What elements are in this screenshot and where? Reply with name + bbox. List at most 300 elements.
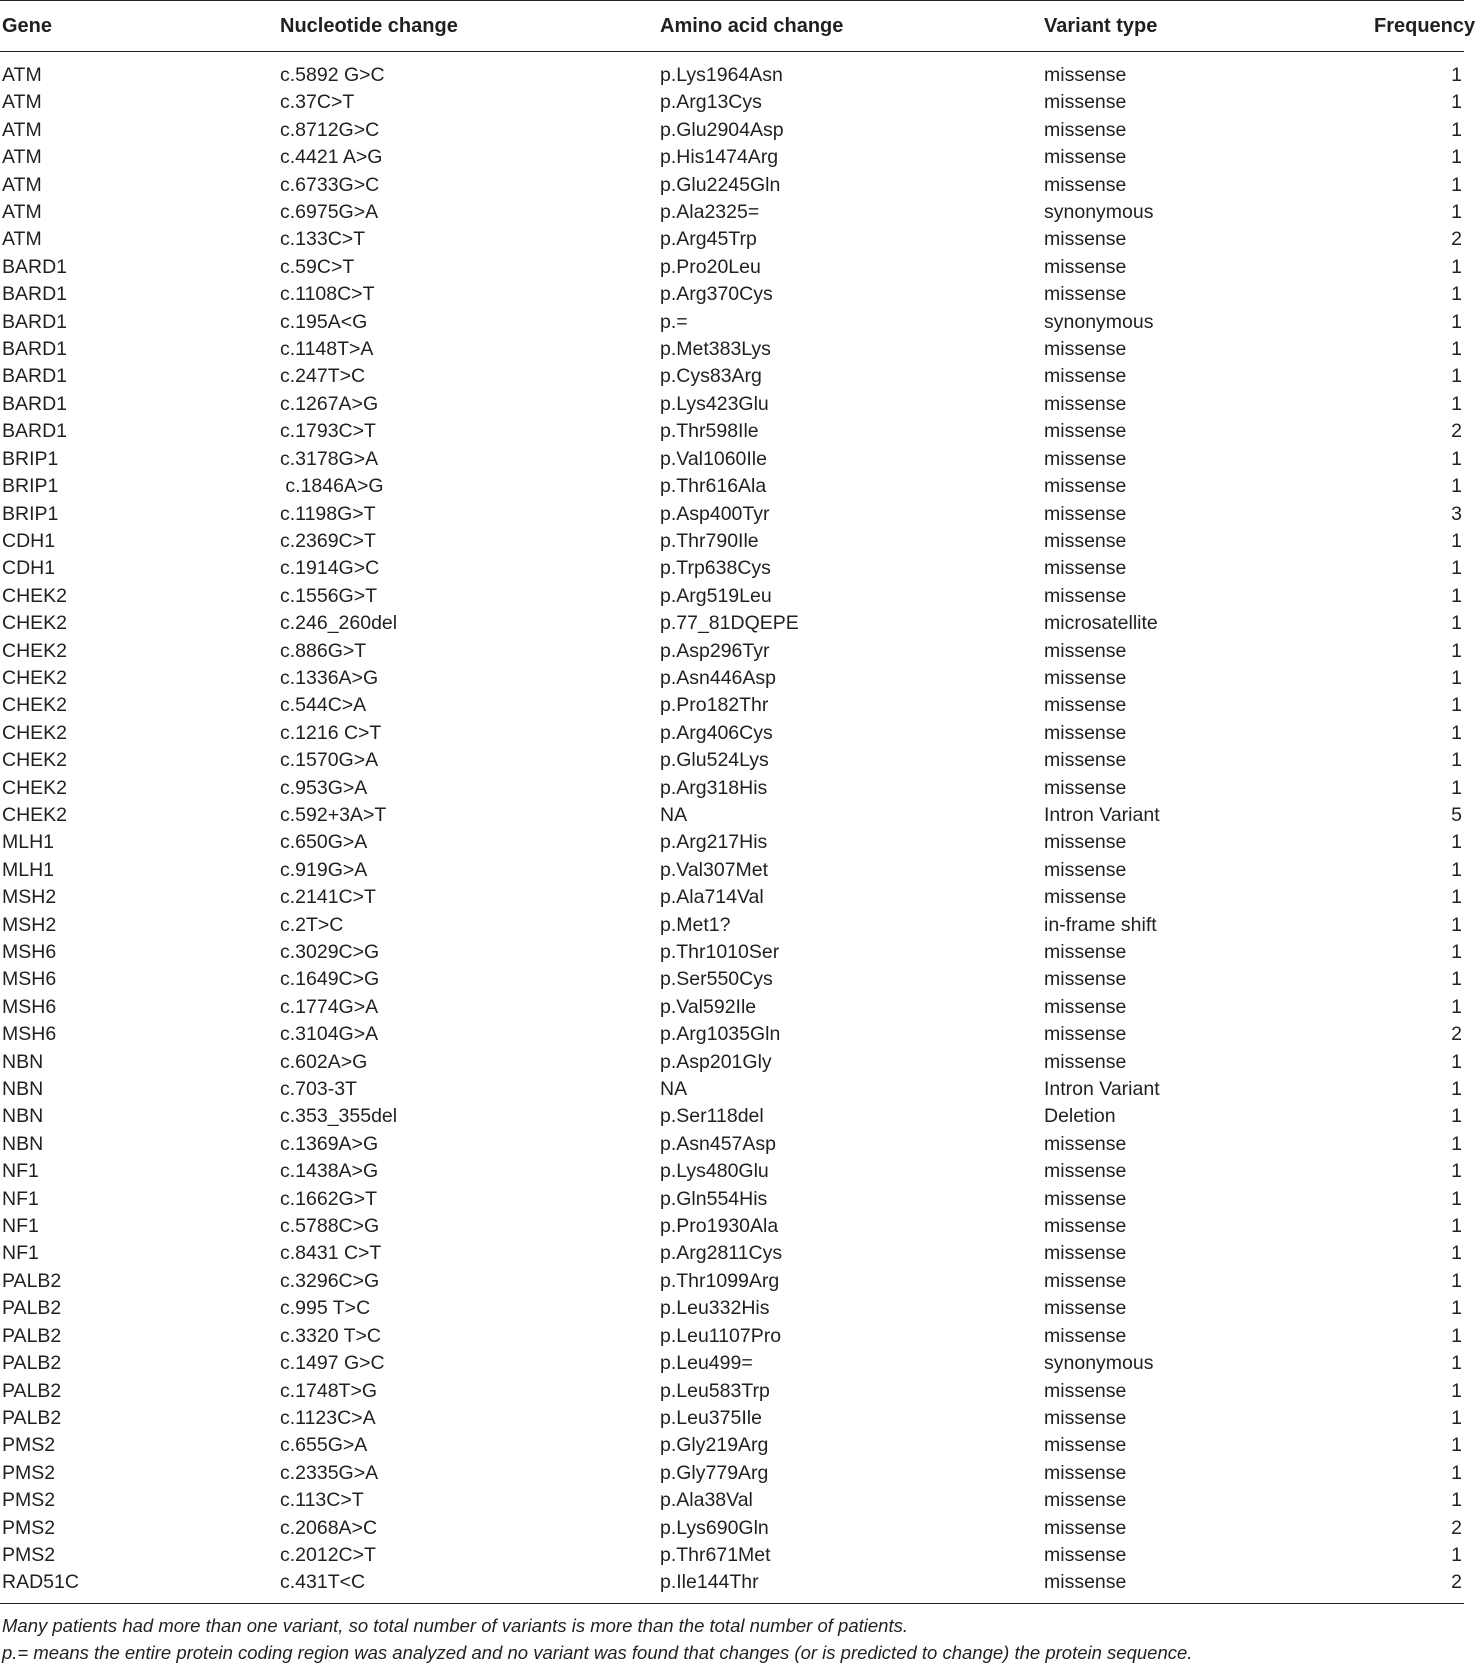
- cell-gene: PMS2: [2, 1434, 56, 1457]
- cell-variant-type: missense: [1044, 858, 1127, 881]
- cell-gene: MLH1: [2, 858, 55, 881]
- footnote-2: p.= means the entire protein coding region was analyzed and no variant was found that changes (or is predicted to change) the protein sequence.: [2, 1641, 1193, 1663]
- cell-nucleotide-change: c.3029C>G: [280, 941, 380, 963]
- cell-variant-type: missense: [1044, 1160, 1127, 1183]
- cell-amino-acid-change: p.Cys83Arg: [660, 365, 762, 388]
- cell-amino-acid-change: p.Asn446Asp: [660, 666, 777, 689]
- cell-nucleotide-change: c.1216 C>T: [280, 721, 382, 744]
- cell-gene: CHEK2: [2, 776, 68, 799]
- table-row: [0, 1515, 1464, 1542]
- cell-amino-acid-change: p.Lys690Gln: [660, 1516, 769, 1539]
- cell-variant-type: missense: [1044, 1215, 1127, 1238]
- cell-variant-type: missense: [1044, 666, 1127, 689]
- cell-gene: CHEK2: [2, 612, 68, 635]
- cell-nucleotide-change: c.655G>A: [280, 1434, 368, 1457]
- cell-gene: BARD1: [2, 283, 68, 306]
- table-row: [0, 720, 1464, 747]
- cell-nucleotide-change: c.8712G>C: [280, 118, 380, 141]
- table-row: [0, 1021, 1464, 1048]
- cell-gene: NBN: [2, 1105, 44, 1128]
- table-row: [0, 418, 1464, 445]
- cell-nucleotide-change: c.3178G>A: [280, 447, 379, 470]
- cell-frequency: 1: [1451, 557, 1462, 580]
- cell-frequency: 1: [1451, 1105, 1462, 1128]
- cell-frequency: 1: [1451, 365, 1462, 388]
- table-row: [0, 829, 1464, 856]
- cell-amino-acid-change: p.Val307Met: [660, 858, 769, 881]
- cell-nucleotide-change: c.1556G>T: [280, 584, 378, 607]
- cell-variant-type: Deletion: [1044, 1105, 1116, 1128]
- table-row: [0, 336, 1464, 363]
- cell-gene: BARD1: [2, 420, 68, 443]
- cell-frequency: 1: [1451, 1489, 1462, 1512]
- cell-nucleotide-change: c.919G>A: [280, 858, 368, 881]
- cell-gene: PMS2: [2, 1489, 56, 1512]
- cell-nucleotide-change: c.592+3A>T: [280, 803, 387, 826]
- cell-amino-acid-change: p.Gly779Arg: [660, 1461, 769, 1484]
- cell-gene: MSH6: [2, 968, 57, 991]
- cell-amino-acid-change: p.Gly219Arg: [660, 1434, 769, 1457]
- table-row: [0, 939, 1464, 966]
- cell-frequency: 1: [1451, 146, 1462, 169]
- table-row: [0, 1350, 1464, 1377]
- cell-amino-acid-change: p.Trp638Cys: [660, 557, 771, 580]
- cell-frequency: 1: [1451, 1324, 1462, 1347]
- cell-gene: NBN: [2, 1078, 44, 1101]
- cell-frequency: 1: [1451, 1352, 1462, 1375]
- cell-gene: BARD1: [2, 392, 68, 415]
- cell-frequency: 1: [1451, 338, 1462, 361]
- cell-nucleotide-change: c.1793C>T: [280, 420, 376, 443]
- table-row: [0, 52, 1464, 90]
- cell-frequency: 1: [1451, 886, 1462, 909]
- cell-gene: PMS2: [2, 1543, 56, 1566]
- cell-nucleotide-change: c.1148T>A: [280, 338, 374, 361]
- cell-gene: BARD1: [2, 338, 68, 361]
- table-row: [0, 226, 1464, 253]
- cell-gene: NBN: [2, 1132, 44, 1155]
- cell-nucleotide-change: c.195A<G: [280, 310, 368, 333]
- cell-amino-acid-change: p.Ser550Cys: [660, 968, 773, 991]
- cell-frequency: 2: [1451, 1516, 1462, 1539]
- cell-nucleotide-change: c.8431 C>T: [280, 1242, 382, 1265]
- table-row: [0, 912, 1464, 939]
- cell-variant-type: missense: [1044, 255, 1127, 278]
- cell-variant-type: missense: [1044, 1132, 1127, 1155]
- cell-frequency: 1: [1451, 283, 1462, 306]
- cell-gene: PALB2: [2, 1269, 62, 1292]
- cell-frequency: 1: [1451, 529, 1462, 552]
- cell-gene: BARD1: [2, 365, 68, 388]
- cell-gene: BRIP1: [2, 502, 59, 525]
- cell-nucleotide-change: c.1267A>G: [280, 392, 379, 415]
- cell-variant-type: missense: [1044, 1489, 1127, 1512]
- cell-amino-acid-change: p.=: [660, 310, 688, 333]
- cell-gene: CHEK2: [2, 639, 68, 662]
- cell-nucleotide-change: c.886G>T: [280, 639, 367, 662]
- table-row: [0, 994, 1464, 1021]
- cell-nucleotide-change: c.3296C>G: [280, 1269, 380, 1292]
- cell-nucleotide-change: c.2T>C: [280, 913, 344, 936]
- table-row: [0, 966, 1464, 993]
- cell-gene: PMS2: [2, 1461, 56, 1484]
- cell-variant-type: missense: [1044, 64, 1127, 86]
- cell-amino-acid-change: p.Thr1099Arg: [660, 1269, 780, 1292]
- cell-amino-acid-change: p.Lys423Glu: [660, 392, 769, 415]
- cell-amino-acid-change: p.Arg1035Gln: [660, 1023, 781, 1046]
- cell-variant-type: missense: [1044, 118, 1127, 141]
- cell-frequency: 1: [1451, 749, 1462, 772]
- table-row: [0, 1049, 1464, 1076]
- cell-variant-type: missense: [1044, 228, 1127, 251]
- cell-amino-acid-change: p.Leu499=: [660, 1352, 753, 1375]
- cell-nucleotide-change: c.2141C>T: [280, 886, 376, 909]
- cell-amino-acid-change: p.Glu2904Asp: [660, 118, 784, 141]
- cell-gene: MSH6: [2, 995, 57, 1018]
- table-row: [0, 1186, 1464, 1213]
- table-row: [0, 1487, 1464, 1514]
- table-row: [0, 775, 1464, 802]
- cell-frequency: 1: [1451, 201, 1462, 224]
- cell-frequency: 1: [1451, 612, 1462, 635]
- table-row: [0, 555, 1464, 582]
- cell-variant-type: in-frame shift: [1044, 913, 1157, 936]
- cell-gene: RAD51C: [0, 1569, 280, 1603]
- cell-frequency: 1: [1451, 475, 1462, 498]
- table-row: [0, 501, 1464, 528]
- cell-gene: CHEK2: [2, 584, 68, 607]
- cell-amino-acid-change: p.Arg519Leu: [660, 584, 772, 607]
- cell-frequency: 1: [1451, 776, 1462, 799]
- header-nucleotide-change: Nucleotide change: [280, 1, 660, 52]
- cell-variant-type: missense: [1044, 694, 1127, 717]
- table-row: [0, 254, 1464, 281]
- cell-amino-acid-change: p.Arg2811Cys: [660, 1242, 783, 1265]
- cell-frequency: 1: [1451, 255, 1462, 278]
- cell-frequency: 1: [1451, 666, 1462, 689]
- cell-nucleotide-change: c.995 T>C: [280, 1297, 371, 1320]
- cell-gene: NF1: [2, 1187, 39, 1210]
- cell-nucleotide-change: c.1438A>G: [280, 1160, 379, 1183]
- cell-gene: PALB2: [2, 1324, 62, 1347]
- table-row: [0, 528, 1464, 555]
- cell-gene: PALB2: [2, 1379, 62, 1402]
- cell-frequency: 1: [1451, 173, 1462, 196]
- cell-frequency: 1: [1451, 995, 1462, 1018]
- cell-nucleotide-change: c.1914G>C: [280, 557, 380, 580]
- cell-variant-type: missense: [1044, 1543, 1127, 1566]
- cell-variant-type: microsatellite: [1044, 612, 1158, 635]
- cell-amino-acid-change: p.Asn457Asp: [660, 1132, 777, 1155]
- cell-nucleotide-change: c.246_260del: [280, 612, 398, 635]
- table-row: [0, 802, 1464, 829]
- cell-variant-type: missense: [1044, 420, 1127, 443]
- cell-variant-type: missense: [1044, 1297, 1127, 1320]
- cell-variant-type: missense: [1044, 1324, 1127, 1347]
- cell-nucleotide-change: c.544C>A: [280, 694, 367, 717]
- cell-gene: CHEK2: [2, 694, 68, 717]
- cell-frequency: 1: [1451, 831, 1462, 854]
- cell-variant-type: Intron Variant: [1044, 803, 1160, 826]
- cell-nucleotide-change: c.2335G>A: [280, 1461, 379, 1484]
- cell-variant-type: missense: [1044, 1379, 1127, 1402]
- cell-gene: BRIP1: [2, 475, 59, 498]
- cell-gene: MSH6: [2, 941, 57, 963]
- cell-variant-type: missense: [1044, 886, 1127, 909]
- cell-amino-acid-change: p.Lys1964Asn: [660, 64, 783, 86]
- cell-gene: PMS2: [2, 1516, 56, 1539]
- cell-gene: ATM: [2, 146, 42, 169]
- cell-gene: NF1: [2, 1215, 39, 1238]
- cell-frequency: 1: [1451, 1242, 1462, 1265]
- cell-nucleotide-change: c.37C>T: [280, 91, 355, 114]
- cell-frequency: 1: [1451, 310, 1462, 333]
- table-row: [0, 1460, 1464, 1487]
- cell-amino-acid-change: p.Met1?: [660, 913, 731, 936]
- table-row: [0, 857, 1464, 884]
- cell-variant-type: missense: [1044, 1242, 1127, 1265]
- cell-nucleotide-change: c.1649C>G: [280, 968, 380, 991]
- table-row: [0, 117, 1464, 144]
- table-row: [0, 1569, 1464, 1603]
- table-row: [0, 638, 1464, 665]
- cell-variant-type: Intron Variant: [1044, 1078, 1160, 1101]
- table-row: [0, 1295, 1464, 1322]
- cell-gene: BARD1: [2, 310, 68, 333]
- cell-amino-acid-change: p.Ala714Val: [660, 886, 764, 909]
- cell-frequency: 1: [1451, 447, 1462, 470]
- cell-variant-type: missense: [1044, 338, 1127, 361]
- table-row: [0, 884, 1464, 911]
- cell-frequency: 2: [1451, 228, 1462, 251]
- cell-amino-acid-change: p.Glu2245Gln: [660, 173, 781, 196]
- table-row: [0, 1158, 1464, 1185]
- cell-nucleotide-change: c.3104G>A: [280, 1023, 379, 1046]
- cell-nucleotide-change: c.2369C>T: [280, 529, 376, 552]
- cell-variant-type: missense: [1044, 91, 1127, 114]
- cell-amino-acid-change: p.Glu524Lys: [660, 749, 769, 772]
- cell-frequency: 2: [1451, 1023, 1462, 1046]
- header-frequency: Frequency: [1374, 1, 1464, 52]
- table-row: [0, 747, 1464, 774]
- cell-amino-acid-change: p.Val1060Ile: [660, 447, 767, 470]
- cell-nucleotide-change: c.650G>A: [280, 831, 368, 854]
- cell-amino-acid-change: p.Leu332His: [660, 1297, 770, 1320]
- header-row: [0, 1, 1464, 52]
- cell-amino-acid-change: NA: [660, 1078, 688, 1101]
- cell-frequency: 1: [1451, 64, 1462, 86]
- cell-gene: CDH1: [2, 557, 56, 580]
- table-row: [0, 1213, 1464, 1240]
- cell-variant-type: missense: [1044, 146, 1127, 169]
- cell-nucleotide-change: c.1846A>G: [280, 475, 384, 498]
- cell-amino-acid-change: p.Thr598Ile: [660, 420, 759, 443]
- cell-nucleotide-change: c.6733G>C: [280, 173, 380, 196]
- table-row: [0, 144, 1464, 171]
- cell-variant-type: missense: [1044, 1434, 1127, 1457]
- cell-variant-type: missense: [1044, 1023, 1127, 1046]
- cell-amino-acid-change: p.Leu375Ile: [660, 1406, 762, 1429]
- cell-gene: ATM: [2, 118, 42, 141]
- cell-variant-type: missense: [1044, 1187, 1127, 1210]
- cell-frequency: 1: [1451, 913, 1462, 936]
- cell-variant-type: missense: [1044, 1461, 1127, 1484]
- cell-frequency: 1: [1451, 1078, 1462, 1101]
- header-amino-acid-change: Amino acid change: [660, 1, 1044, 52]
- cell-nucleotide-change: c.1774G>A: [280, 995, 379, 1018]
- cell-nucleotide-change: c.353_355del: [280, 1105, 398, 1128]
- cell-nucleotide-change: c.431T<C: [280, 1569, 660, 1603]
- cell-frequency: 1: [1451, 1050, 1462, 1073]
- cell-frequency: 1: [1451, 721, 1462, 744]
- cell-amino-acid-change: p.Ile144Thr: [660, 1569, 1044, 1603]
- cell-amino-acid-change: p.Thr790Ile: [660, 529, 759, 552]
- cell-gene: ATM: [2, 91, 42, 114]
- table-row: [0, 1542, 1464, 1569]
- cell-frequency: 1: [1451, 1132, 1462, 1155]
- cell-amino-acid-change: p.Asp201Gly: [660, 1050, 772, 1073]
- cell-amino-acid-change: p.Leu583Trp: [660, 1379, 770, 1402]
- cell-frequency: 1: [1451, 118, 1462, 141]
- cell-gene: BRIP1: [2, 447, 59, 470]
- cell-amino-acid-change: p.Pro182Thr: [660, 694, 769, 717]
- cell-amino-acid-change: p.Asp296Tyr: [660, 639, 770, 662]
- cell-frequency: 5: [1451, 803, 1462, 826]
- cell-gene: NBN: [2, 1050, 44, 1073]
- cell-nucleotide-change: c.1748T>G: [280, 1379, 378, 1402]
- table-row: [0, 1405, 1464, 1432]
- cell-amino-acid-change: p.Thr671Met: [660, 1543, 771, 1566]
- table-footnotes: [0, 1612, 1460, 1666]
- cell-gene: PALB2: [2, 1406, 62, 1429]
- cell-nucleotide-change: c.59C>T: [280, 255, 355, 278]
- cell-variant-type: missense: [1044, 968, 1127, 991]
- cell-frequency: 1: [1451, 968, 1462, 991]
- cell-variant-type: missense: [1044, 557, 1127, 580]
- cell-frequency: 1: [1451, 1434, 1462, 1457]
- table-header: [0, 1, 1475, 52]
- cell-frequency: 1: [1451, 1187, 1462, 1210]
- cell-gene: NF1: [2, 1242, 39, 1265]
- table-row: [0, 1076, 1464, 1103]
- cell-nucleotide-change: c.5788C>G: [280, 1215, 380, 1238]
- cell-variant-type: missense: [1044, 995, 1127, 1018]
- cell-nucleotide-change: c.6975G>A: [280, 201, 379, 224]
- cell-variant-type: missense: [1044, 1269, 1127, 1292]
- table-row: [0, 1323, 1464, 1350]
- table-row: [0, 665, 1464, 692]
- cell-frequency: 1: [1451, 1543, 1462, 1566]
- cell-nucleotide-change: c.1336A>G: [280, 666, 379, 689]
- cell-amino-acid-change: p.Thr1010Ser: [660, 941, 780, 963]
- cell-variant-type: missense: [1044, 529, 1127, 552]
- table-row: [0, 446, 1464, 473]
- cell-variant-type: missense: [1044, 502, 1127, 525]
- cell-variant-type: missense: [1044, 831, 1127, 854]
- table-body: [0, 52, 1464, 1604]
- cell-variant-type: missense: [1044, 1569, 1374, 1603]
- cell-amino-acid-change: p.Leu1107Pro: [660, 1324, 782, 1347]
- cell-amino-acid-change: p.His1474Arg: [660, 146, 779, 169]
- cell-nucleotide-change: c.247T>C: [280, 365, 366, 388]
- cell-frequency: 2: [1374, 1569, 1464, 1603]
- cell-frequency: 1: [1451, 858, 1462, 881]
- cell-gene: ATM: [2, 173, 42, 196]
- cell-gene: MSH2: [2, 913, 57, 936]
- cell-nucleotide-change: c.1198G>T: [280, 502, 376, 525]
- cell-gene: NF1: [2, 1160, 39, 1183]
- cell-gene: CHEK2: [2, 803, 68, 826]
- table-row: [0, 199, 1464, 226]
- cell-frequency: 2: [1451, 420, 1462, 443]
- cell-amino-acid-change: NA: [660, 803, 688, 826]
- cell-amino-acid-change: p.Ala38Val: [660, 1489, 753, 1512]
- cell-nucleotide-change: c.113C>T: [280, 1489, 364, 1512]
- cell-nucleotide-change: c.133C>T: [280, 228, 366, 251]
- cell-nucleotide-change: c.602A>G: [280, 1050, 368, 1073]
- table-row: [0, 1103, 1464, 1130]
- cell-frequency: 1: [1451, 694, 1462, 717]
- cell-nucleotide-change: c.953G>A: [280, 776, 368, 799]
- table-row: [0, 309, 1464, 336]
- cell-amino-acid-change: p.Arg13Cys: [660, 91, 762, 114]
- cell-variant-type: missense: [1044, 1406, 1127, 1429]
- cell-nucleotide-change: c.1369A>G: [280, 1132, 379, 1155]
- table-row: [0, 583, 1464, 610]
- cell-gene: BARD1: [2, 255, 68, 278]
- cell-variant-type: missense: [1044, 475, 1127, 498]
- cell-gene: MLH1: [2, 831, 55, 854]
- table-row: [0, 172, 1464, 199]
- cell-nucleotide-change: c.1570G>A: [280, 749, 379, 772]
- cell-frequency: 1: [1451, 392, 1462, 415]
- cell-variant-type: synonymous: [1044, 1352, 1154, 1375]
- cell-amino-acid-change: p.Arg217His: [660, 831, 768, 854]
- table-row: [0, 363, 1464, 390]
- cell-amino-acid-change: p.Arg370Cys: [660, 283, 773, 306]
- table-row: [0, 281, 1464, 308]
- table-row: [0, 391, 1464, 418]
- cell-variant-type: missense: [1044, 283, 1127, 306]
- cell-variant-type: missense: [1044, 584, 1127, 607]
- cell-amino-acid-change: p.77_81DQEPE: [660, 612, 799, 635]
- cell-frequency: 1: [1451, 1269, 1462, 1292]
- cell-amino-acid-change: p.Arg45Trp: [660, 228, 757, 251]
- header-variant-type: Variant type: [1044, 1, 1374, 52]
- cell-amino-acid-change: p.Gln554His: [660, 1187, 768, 1210]
- cell-variant-type: missense: [1044, 447, 1127, 470]
- cell-amino-acid-change: p.Arg406Cys: [660, 721, 773, 744]
- cell-frequency: 1: [1451, 1297, 1462, 1320]
- cell-frequency: 1: [1451, 941, 1462, 963]
- table-row: [0, 89, 1464, 116]
- cell-nucleotide-change: c.3320 T>C: [280, 1324, 381, 1347]
- header-gene: Gene: [0, 1, 280, 52]
- cell-frequency: 1: [1451, 91, 1462, 114]
- cell-variant-type: missense: [1044, 639, 1127, 662]
- cell-gene: ATM: [2, 64, 42, 86]
- cell-gene: PALB2: [2, 1297, 62, 1320]
- table-row: [0, 1131, 1464, 1158]
- cell-variant-type: missense: [1044, 1516, 1127, 1539]
- cell-gene: MSH2: [2, 886, 57, 909]
- cell-gene: CHEK2: [2, 721, 68, 744]
- cell-amino-acid-change: p.Arg318His: [660, 776, 768, 799]
- cell-variant-type: missense: [1044, 941, 1127, 963]
- cell-frequency: 1: [1451, 1160, 1462, 1183]
- cell-variant-type: missense: [1044, 392, 1127, 415]
- cell-amino-acid-change: p.Ser118del: [660, 1105, 764, 1128]
